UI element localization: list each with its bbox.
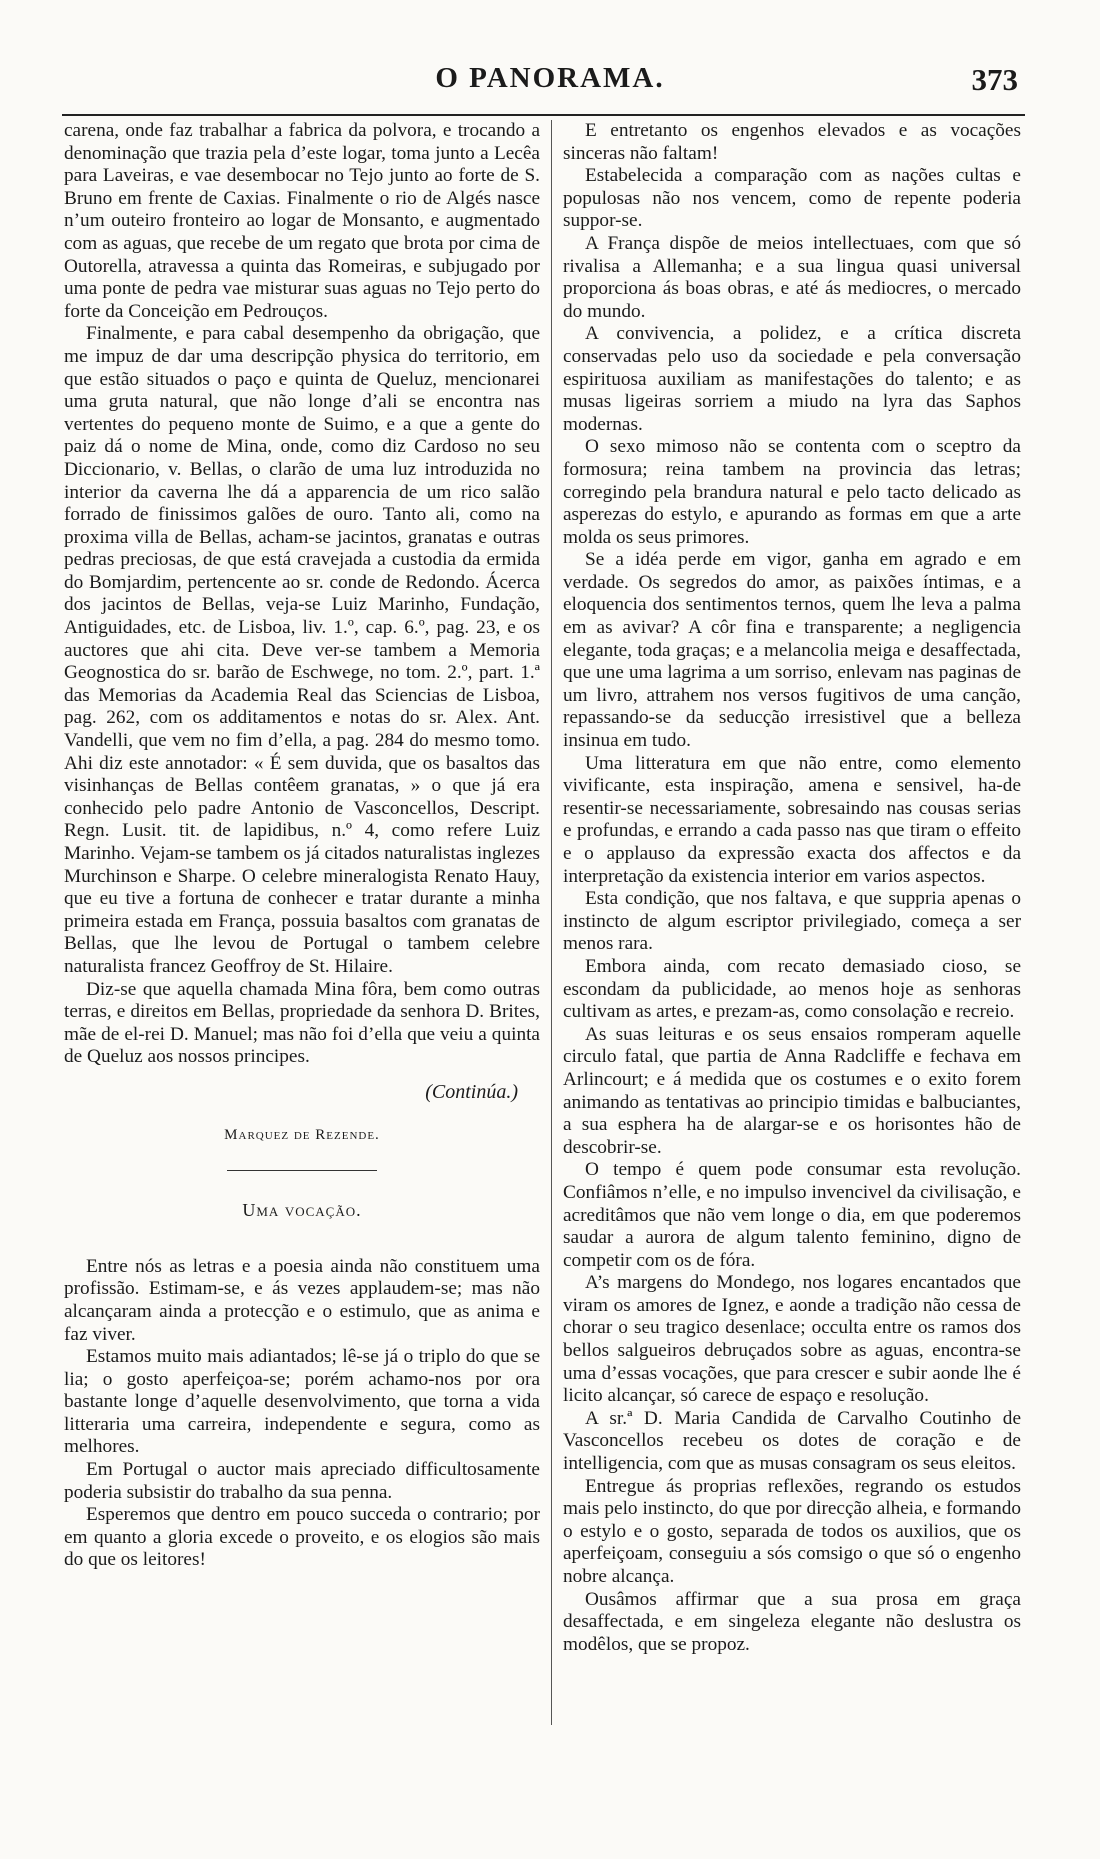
column-divider xyxy=(551,120,552,1725)
right-column xyxy=(563,120,1021,1656)
paragraph: Finalmente, e para cabal desempenho da obrigação, que me impuz de dar uma descripção physica do territorio, em que estão situados o paço e quinta de Queluz, mencionarei uma gruta natural, que não longe d’ali se encontra nas vertentes do pequeno monte de Suimo, e a que a gente do paiz dá o nome de Mina, onde, como diz Cardoso no seu Diccionario, v. Bellas, o clarão de uma luz introduzida no interior da caverna lhe dá a apparencia de um rico salão forrado de finissimos galões de ouro. Tanto ali, como na proxima villa de Bellas, acham-se jacintos, granatas e outras pedras preciosas, de que está cravejada a custodia da ermida do Bomjardim, pertencente ao sr. conde de Redondo. Ácerca dos jacintos de Bellas, veja-se Luiz Marinho, Fundação, Antiguidades, etc. de Lisboa, liv. 1.º, cap. 6.º, pag. 23, e os auctores que ahi cita. Deve ver-se tambem a Memoria Geognostica do sr. barão de Eschwege, no tom. 2.º, part. 1.ª das Memorias da Academia Real das Sciencias de Lisboa, pag. 262, com os additamentos e notas do sr. Alex. Ant. Vandelli, que vem no fim d’ella, a pag. 284 do mesmo tomo. Ahi diz este annotador: « É sem duvida, que os basaltos das visinhanças de Bellas contêem granatas, » o que já era conhecido pelo padre Antonio de Vasconcellos, Descript. Regn. Lusit. tit. de lapidibus, n.º 4, como refere Luiz Marinho. Vejam-se tambem os já citados naturalistas inglezes Murchinson e Sharpe. O celebre mineralogista Renato Hauy, que eu tive a fortuna de conhecer e tratar durante a minha primeira estada em França, possuia basaltos com granatas de Bellas, que lhe levou de Portugal o tambem celebre naturalista francez Geoffroy de St. Hilaire. xyxy=(64,323,540,977)
paragraph: O sexo mimoso não se contenta com o sceptro da formosura; reina tambem na provincia das letras; corregindo pela brandura natural e pelo tacto delicado as asperezas do estylo, e apurando as formas em que a arte molda os seus primores. xyxy=(563,436,1021,548)
paragraph: Entregue ás proprias reflexões, regrando os estudos mais pelo instincto, do que por direcção alheia, e formando o estylo e o gosto, separada de todos os auxilios, que os aperfeiçoam, conseguiu a sós comsigo o que só o engenho nobre alcança. xyxy=(563,1475,1021,1587)
paragraph: carena, onde faz trabalhar a fabrica da polvora, e trocando a denominação que trazia pela d’este logar, toma junto a Lecêa para Laveiras, e vae desembocar no Tejo junto ao forte de S. Bruno em frente de Caxias. Finalmente o rio de Algés nasce n’um outeiro fronteiro ao logar de Monsanto, e augmentado com as aguas, que recebe de um regato que brota por cima de Outorella, atravessa a quinta das Romeiras, e subjugado por uma ponte de pedra vae misturar suas aguas no Tejo perto do forte da Conceição em Pedrouços. xyxy=(64,120,540,322)
continuation-note: (Continúa.) xyxy=(425,1080,518,1103)
paragraph: E entretanto os engenhos elevados e as vocações sinceras não faltam! xyxy=(563,120,1021,164)
left-column xyxy=(64,120,540,1572)
paragraph: Se a idéa perde em vigor, ganha em agrado e em verdade. Os segredos do amor, as paixões íntimas, e a eloquencia dos sentimentos ternos, quem lhe leva a palma em as avivar? A côr fina e transparente; a negligencia elegante, toda graças; e a melancolia meiga e desaffectada, que une uma lagrima a um sorriso, enlevam nas paginas de um livro, attrahem nos versos fugitivos de uma canção, repassando-se da seducção irresistivel que a belleza insinua em tudo. xyxy=(563,549,1021,752)
paragraph: A convivencia, a polidez, e a crítica discreta conservadas pelo uso da sociedade e pela conversação espirituosa auxiliam as manifestações do talento; e as musas ligeiras sorriem a miudo na lyra das Saphos modernas. xyxy=(563,323,1021,435)
paragraph: Uma litteratura em que não entre, como elemento vivificante, esta inspiração, amena e sensivel, ha-de resentir-se necessariamente, sobresaindo nas cousas serias e profundas, e errando a cada passo nas que tiram o effeito e o applauso da expressão exacta dos affectos e da interpretação da existencia interior em varios aspectos. xyxy=(563,752,1021,887)
paragraph: O tempo é quem pode consumar esta revolução. Confiâmos n’elle, e no impulso invencivel da civilisação, e acreditâmos que não vem longe o dia, em que poderemos saudar a aurora de algum talento feminino, digno de competir com os de fóra. xyxy=(563,1159,1021,1271)
paragraph: As suas leituras e os seus ensaios romperam aquelle circulo fatal, que partia de Anna Radcliffe e fechava em Arlincourt; e á medida que os costumes e o exito forem animando as tentativas ao principio timidas e balbuciantes, a sua esphera ha de alargar-se e os horisontes hão de descobrir-se. xyxy=(563,1023,1021,1158)
author-signature: Marquez de Rezende. xyxy=(224,1126,380,1143)
paragraph: Embora ainda, com recato demasiado cioso, se escondam da publicidade, ao menos hoje as senhoras cultivam as artes, e prezam-as, como consolação e recreio. xyxy=(563,955,1021,1023)
paragraph: A’s margens do Mondego, nos logares encantados que viram os amores de Ignez, e aonde a tradição não cessa de chorar o seu tragico desenlace; occulta entre os ramos dos bellos salgueiros debruçados sobre as aguas, encontra-se uma d’essas vocações, que para crescer e subir aonde lhe é licito alcançar, só carece de espaço e resolução. xyxy=(563,1272,1021,1407)
section-separator xyxy=(227,1170,377,1171)
paragraph: Em Portugal o auctor mais apreciado difficultosamente poderia subsistir do trabalho da sua penna. xyxy=(64,1459,540,1503)
paragraph: A sr.ª D. Maria Candida de Carvalho Coutinho de Vasconcellos recebeu os dotes de coração e de intelligencia, com que as musas consagram os seus eleitos. xyxy=(563,1407,1021,1475)
paragraph: Estabelecida a comparação com as nações cultas e populosas não nos vencem, como de repente poderia suppor-se. xyxy=(563,165,1021,232)
paragraph: A França dispõe de meios intellectuaes, com que só rivalisa a Allemanha; e a sua lingua quasi universal proporciona ás boas obras, e até ás mediocres, o mercado do mundo. xyxy=(563,232,1021,322)
paragraph: Estamos muito mais adiantados; lê-se já o triplo do que se lia; o gosto aperfeiçoa-se; porém achamo-nos por ora bastante longe d’aquelle desenvolvimento, que torna a vida litteraria uma carreira, independente e segura, como as melhores. xyxy=(64,1346,540,1458)
page-title: O PANORAMA. xyxy=(435,62,665,94)
paragraph: Diz-se que aquella chamada Mina fôra, bem como outras terras, e direitos em Bellas, propriedade da senhora D. Brites, mãe de el-rei D. Manuel; mas não foi d’ella que veiu a quinta de Queluz aos nossos principes. xyxy=(64,978,540,1068)
page-number: 373 xyxy=(971,62,1018,97)
paragraph: Ousâmos affirmar que a sua prosa em graça desaffectada, e em singeleza elegante não deslustra os modêlos, que se propoz. xyxy=(563,1588,1021,1655)
paragraph: Entre nós as letras e a poesia ainda não constituem uma profissão. Estimam-se, e ás vezes applaudem-se; mas não alcançaram ainda a protecção e o estimulo, que as anima e faz viver. xyxy=(64,1255,540,1345)
header-rule xyxy=(62,114,1025,116)
paragraph: Esta condição, que nos faltava, e que suppria apenas o instincto de algum escriptor privilegiado, começa a ser menos rara. xyxy=(563,888,1021,955)
paragraph: Esperemos que dentro em pouco succeda o contrario; por em quanto a gloria excede o proveito, e os elogios são mais do que os leitores! xyxy=(64,1504,540,1571)
section-title: Uma vocação. xyxy=(242,1200,362,1221)
